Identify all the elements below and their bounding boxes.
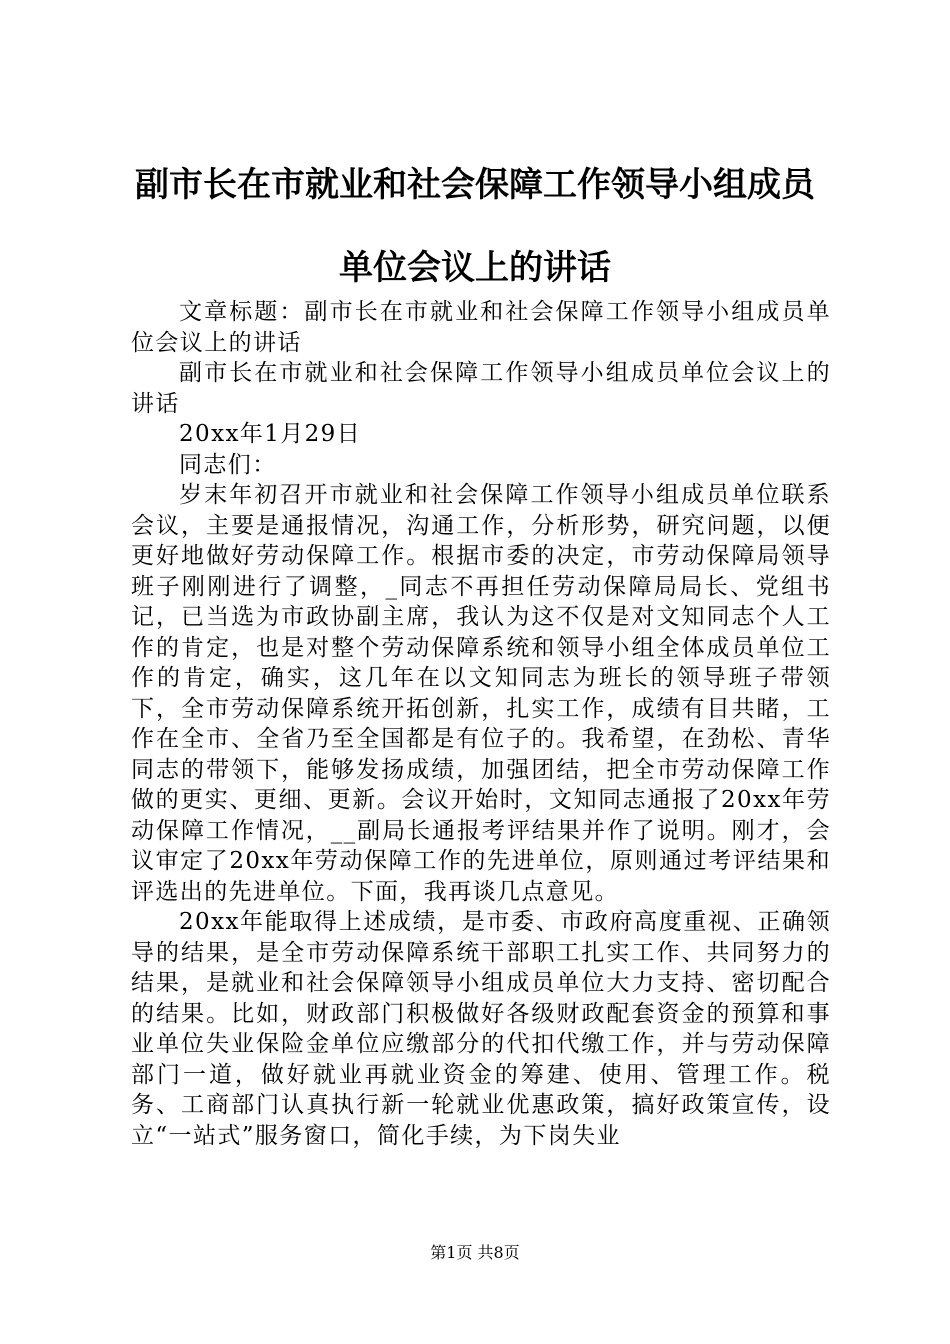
- date-paragraph: 20xx年1月29日: [179, 421, 362, 447]
- body-paragraph: 20xx年能取得上述成绩，是市委、市政府高度重视、正确领导的结果，是全市劳动保障系统干部职工扎实工作、共同努力的结果，是就业和社会保障领导小组成员单位大力支持、密切配合的结果。比如，财政部门积极做好各级财政配套资金的预算和事业单位失业保险金单位应缴部分的代扣代缴工作，并与劳动保障部门一道，做好就业再就业资金的筹建、使用、管理工作。税务、工商部门认真执行新一轮就业优惠政策，搞好政策宣传，设立“一站式”服务窗口，简化手续，为下岗失业: [131, 909, 831, 1149]
- salutation-paragraph: 同志们：: [179, 451, 277, 478]
- document-title-line-1: 副市长在市就业和社会保障工作领导小组成员: [135, 165, 815, 205]
- document-body: [131, 297, 831, 1151]
- document-title-line-2: 单位会议上的讲话: [339, 248, 611, 288]
- article-title-paragraph: 文章标题：副市长在市就业和社会保障工作领导小组成员单位会议上的讲话: [131, 299, 831, 356]
- speech-heading-paragraph: 副市长在市就业和社会保障工作领导小组成员单位会议上的讲话: [131, 360, 831, 417]
- page-number-footer: 第1页 共8页: [430, 1243, 520, 1262]
- body-paragraph: 岁末年初召开市就业和社会保障工作领导小组成员单位联系会议，主要是通报情况，沟通工作，分析形势，研究问题，以便更好地做好劳动保障工作。根据市委的决定，市劳动保障局领导班子刚刚进行了调整，_同志不再担任劳动保障局局长、党组书记，已当选为市政协副主席，我认为这不仅是对文知同志个人工作的肯定，也是对整个劳动保障系统和领导小组全体成员单位工作的肯定，确实，这几年在以文知同志为班长的领导班子带领下，全市劳动保障系统开拓创新，扎实工作，成绩有目共睹，工作在全市、全省乃至全国都是有位子的。我希望，在劲松、青华同志的带领下，能够发扬成绩，加强团结，把全市劳动保障工作做的更实、更细、更新。会议开始时，文知同志通报了20xx年劳动保障工作情况，__副局长通报考评结果并作了说明。刚才，会议审定了20xx年劳动保障工作的先进单位，原则通过考评结果和评选出的先进单位。下面，我再谈几点意见。: [131, 482, 831, 905]
